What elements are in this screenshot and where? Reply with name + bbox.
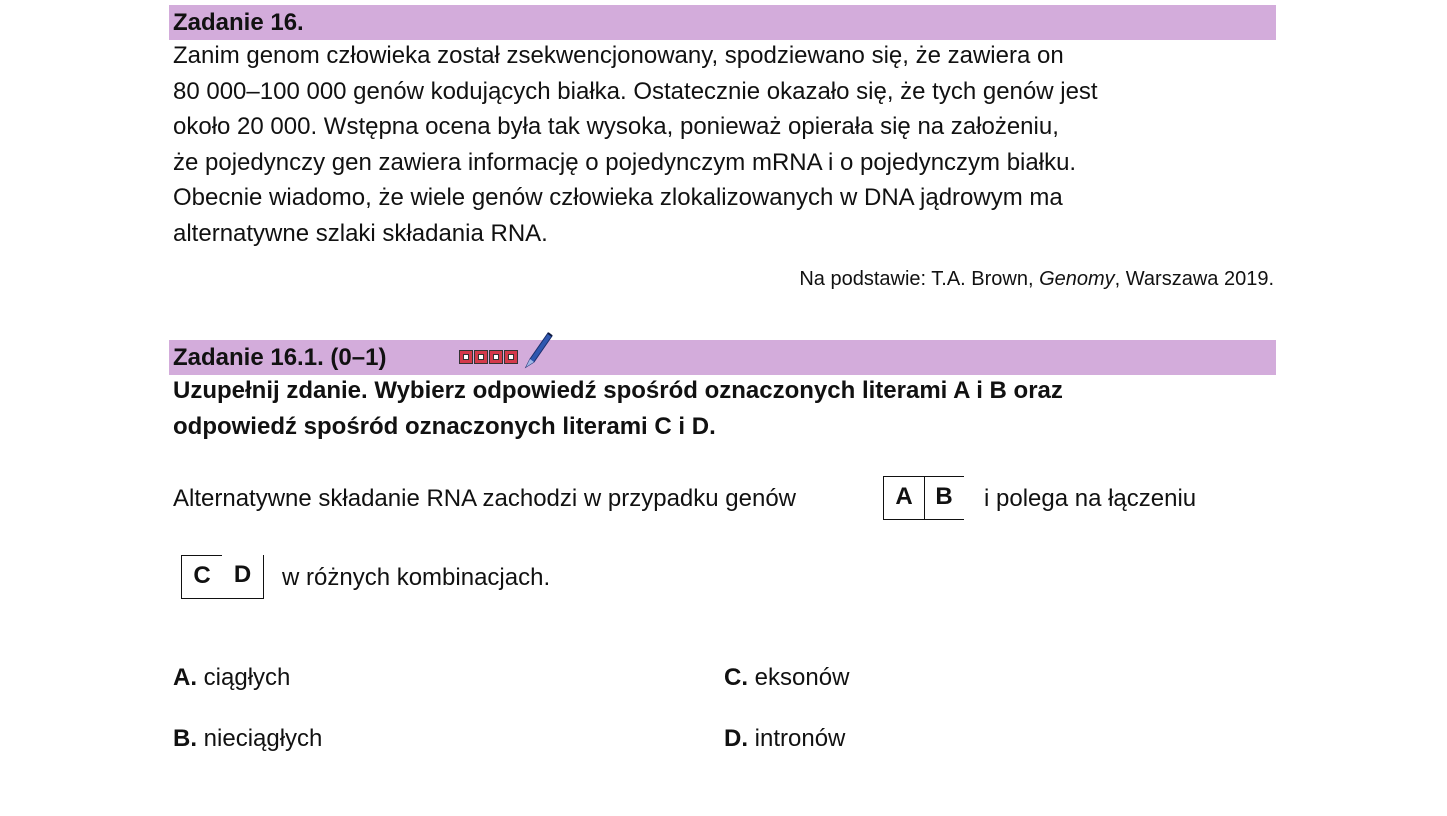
intro-line: 80 000–100 000 genów kodujących białka. Ostatecznie okazało się, że tych genów jest bbox=[173, 77, 1098, 105]
source-citation bbox=[799, 266, 1274, 292]
option-letter: B. bbox=[173, 725, 197, 752]
task-title: Zadanie 16. bbox=[173, 9, 304, 36]
option-text: ciągłych bbox=[203, 664, 291, 691]
option-letter: A. bbox=[173, 664, 197, 691]
choice-box-a[interactable]: A bbox=[883, 476, 925, 520]
option-letter: C. bbox=[724, 664, 748, 691]
sentence-part-2: i polega na łączeniu bbox=[984, 485, 1197, 512]
score-checkbox-icon bbox=[459, 350, 518, 364]
option-d bbox=[724, 724, 845, 754]
choice-box-b[interactable]: B bbox=[924, 476, 964, 520]
score-box bbox=[504, 350, 518, 364]
option-text: nieciągłych bbox=[203, 725, 323, 752]
task-intro bbox=[173, 38, 1273, 251]
option-text: intronów bbox=[754, 725, 846, 752]
instruction-line: odpowiedź spośród oznaczonych literami C i D. bbox=[173, 412, 716, 440]
option-a bbox=[173, 663, 290, 693]
choice-box-d[interactable]: D bbox=[222, 555, 264, 599]
choice-box-c[interactable]: C bbox=[181, 555, 222, 599]
subtask-header bbox=[169, 340, 1276, 375]
sentence-part-3: w różnych kombinacjach. bbox=[282, 564, 551, 591]
score-box bbox=[474, 350, 488, 364]
sentence-part-1: Alternatywne składanie RNA zachodzi w przypadku genów bbox=[173, 485, 797, 512]
task-header bbox=[169, 5, 1276, 40]
intro-line: że pojedynczy gen zawiera informację o pojedynczym mRNA i o pojedynczym białku. bbox=[173, 148, 1077, 176]
option-text: eksonów bbox=[754, 664, 850, 691]
instruction-line: Uzupełnij zdanie. Wybierz odpowiedź spośród oznaczonych literami A i B oraz bbox=[173, 377, 1063, 404]
intro-line: alternatywne szlaki składania RNA. bbox=[173, 219, 548, 247]
source-prefix: Na podstawie: T.A. Brown, bbox=[799, 268, 1040, 290]
option-c bbox=[724, 663, 849, 693]
pen-icon bbox=[522, 329, 554, 371]
source-suffix: , Warszawa 2019. bbox=[1114, 268, 1274, 290]
subtask-title: Zadanie 16.1. (0–1) bbox=[173, 344, 387, 371]
intro-line: około 20 000. Wstępna ocena była tak wysoka, ponieważ opierała się na założeniu, bbox=[173, 113, 1059, 140]
subtask-instruction bbox=[173, 373, 1063, 444]
intro-line: Obecnie wiadomo, że wiele genów człowieka zlokalizowanych w DNA jądrowym ma bbox=[173, 184, 1063, 211]
source-title: Genomy bbox=[1039, 268, 1115, 290]
option-b bbox=[173, 724, 322, 754]
score-box bbox=[489, 350, 503, 364]
option-letter: D. bbox=[724, 725, 748, 752]
intro-line: Zanim genom człowieka został zsekwencjonowany, spodziewano się, że zawiera on bbox=[173, 42, 1064, 69]
score-box bbox=[459, 350, 473, 364]
